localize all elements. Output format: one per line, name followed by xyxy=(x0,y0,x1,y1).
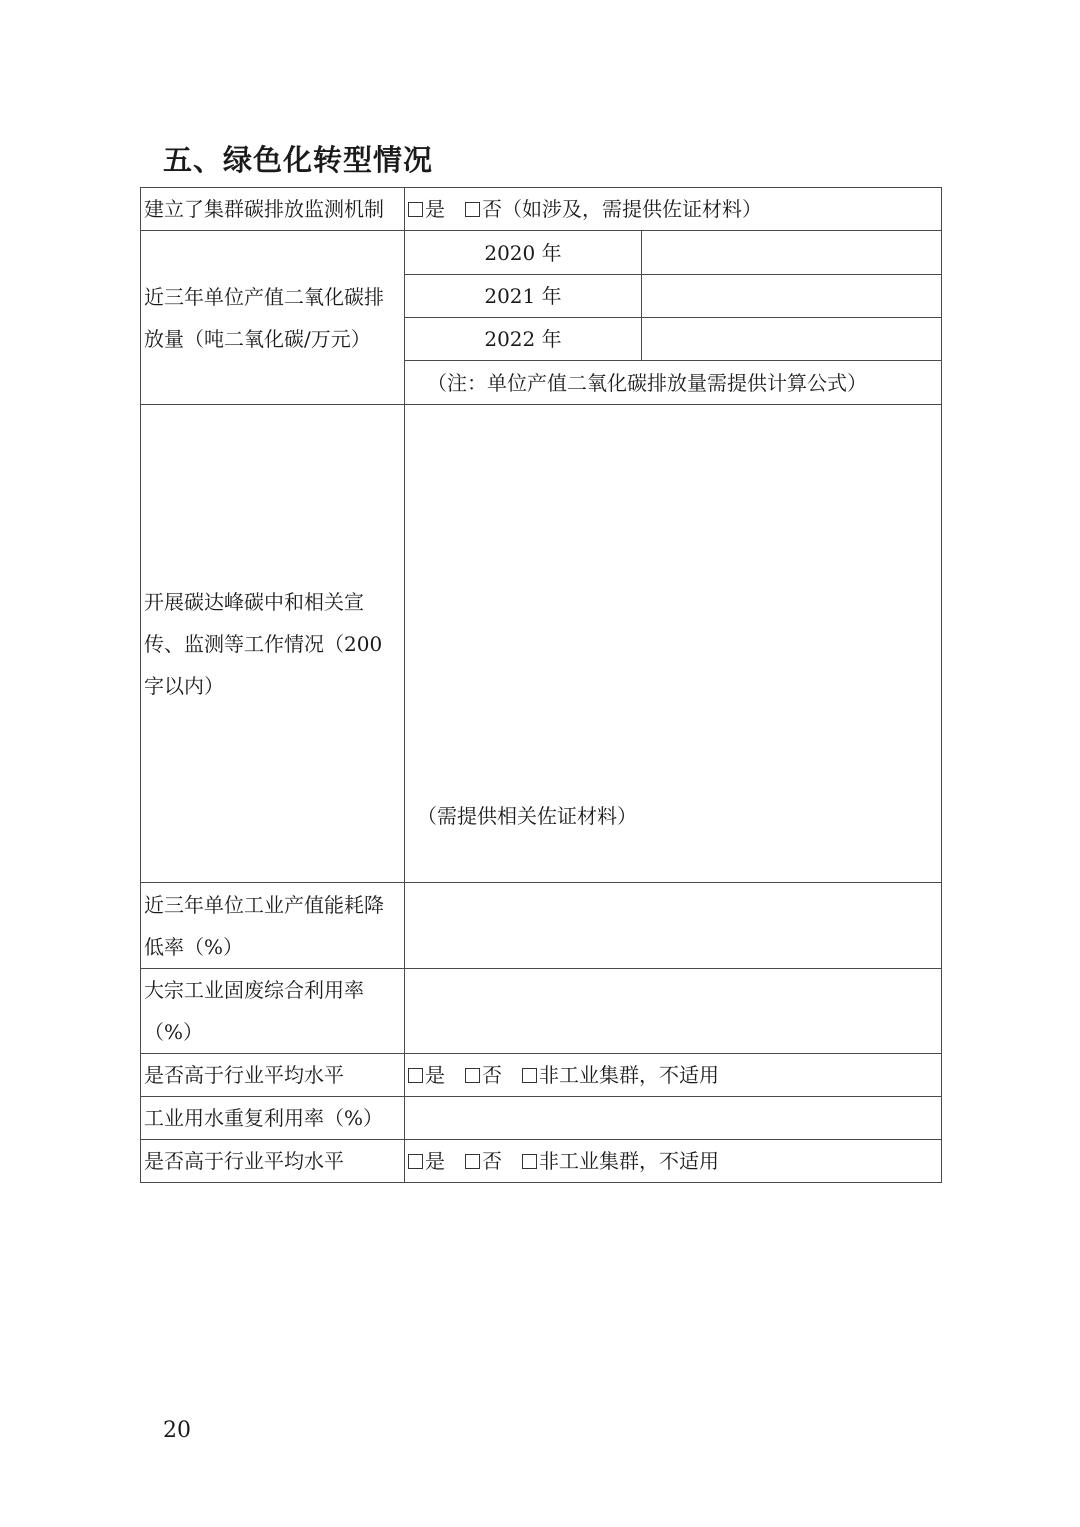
option-label: 否 xyxy=(482,1149,502,1173)
above-average-label-2: 是否高于行业平均水平 xyxy=(141,1140,405,1183)
checkbox-icon[interactable] xyxy=(465,1068,480,1083)
above-average-options-2 xyxy=(405,1140,942,1183)
co2-value-2022[interactable] xyxy=(642,318,942,361)
co2-label: 近三年单位产值二氧化碳排放量（吨二氧化碳/万元） xyxy=(141,231,405,405)
monitoring-label: 建立了集群碳排放监测机制 xyxy=(141,188,405,231)
year-label-2022: 2022 年 xyxy=(405,318,642,361)
water-value[interactable] xyxy=(405,1097,942,1140)
monitoring-no-option[interactable] xyxy=(465,197,762,221)
year-label-2021: 2021 年 xyxy=(405,275,642,318)
checkbox-icon[interactable] xyxy=(522,1068,537,1083)
page-number: 20 xyxy=(163,1418,191,1443)
year-label-2020: 2020 年 xyxy=(405,231,642,275)
row-publicity xyxy=(141,405,942,883)
row-water xyxy=(141,1097,942,1140)
publicity-note: （需提供相关佐证材料） xyxy=(417,804,637,828)
option-label: 是 xyxy=(425,1063,445,1087)
co2-value-2021[interactable] xyxy=(642,275,942,318)
option-label: 否（如涉及，需提供佐证材料） xyxy=(482,197,762,221)
publicity-label: 开展碳达峰碳中和相关宣传、监测等工作情况（200字以内） xyxy=(141,405,405,883)
energy-value[interactable] xyxy=(405,883,942,969)
co2-note: （注：单位产值二氧化碳排放量需提供计算公式） xyxy=(405,361,942,405)
above-average-na-option-1[interactable] xyxy=(522,1063,719,1087)
row-solid-waste xyxy=(141,969,942,1054)
checkbox-icon[interactable] xyxy=(522,1154,537,1169)
checkbox-icon[interactable] xyxy=(465,202,480,217)
monitoring-yes-option[interactable] xyxy=(408,197,445,221)
checkbox-icon[interactable] xyxy=(408,202,423,217)
above-average-options-1 xyxy=(405,1054,942,1097)
option-label: 非工业集群，不适用 xyxy=(539,1063,719,1087)
solid-waste-value[interactable] xyxy=(405,969,942,1054)
option-label: 非工业集群，不适用 xyxy=(539,1149,719,1173)
option-label: 否 xyxy=(482,1063,502,1087)
monitoring-options xyxy=(405,188,942,231)
row-energy xyxy=(141,883,942,969)
publicity-input-cell[interactable] xyxy=(405,405,942,883)
above-average-label-1: 是否高于行业平均水平 xyxy=(141,1054,405,1097)
above-average-no-option-1[interactable] xyxy=(465,1063,502,1087)
co2-value-2020[interactable] xyxy=(642,231,942,275)
checkbox-icon[interactable] xyxy=(408,1068,423,1083)
option-label: 是 xyxy=(425,1149,445,1173)
row-above-average-1 xyxy=(141,1054,942,1097)
green-transformation-table xyxy=(140,187,942,1183)
section-title: 五、绿色化转型情况 xyxy=(163,143,434,177)
option-label: 是 xyxy=(425,197,445,221)
checkbox-icon[interactable] xyxy=(408,1154,423,1169)
solid-waste-label: 大宗工业固废综合利用率（%） xyxy=(141,969,405,1054)
row-above-average-2 xyxy=(141,1140,942,1183)
row-monitoring xyxy=(141,188,942,231)
checkbox-icon[interactable] xyxy=(465,1154,480,1169)
above-average-na-option-2[interactable] xyxy=(522,1149,719,1173)
above-average-yes-option-2[interactable] xyxy=(408,1149,445,1173)
water-label: 工业用水重复利用率（%） xyxy=(141,1097,405,1140)
energy-label: 近三年单位工业产值能耗降低率（%） xyxy=(141,883,405,969)
above-average-yes-option-1[interactable] xyxy=(408,1063,445,1087)
above-average-no-option-2[interactable] xyxy=(465,1149,502,1173)
row-co2-2020 xyxy=(141,231,942,275)
